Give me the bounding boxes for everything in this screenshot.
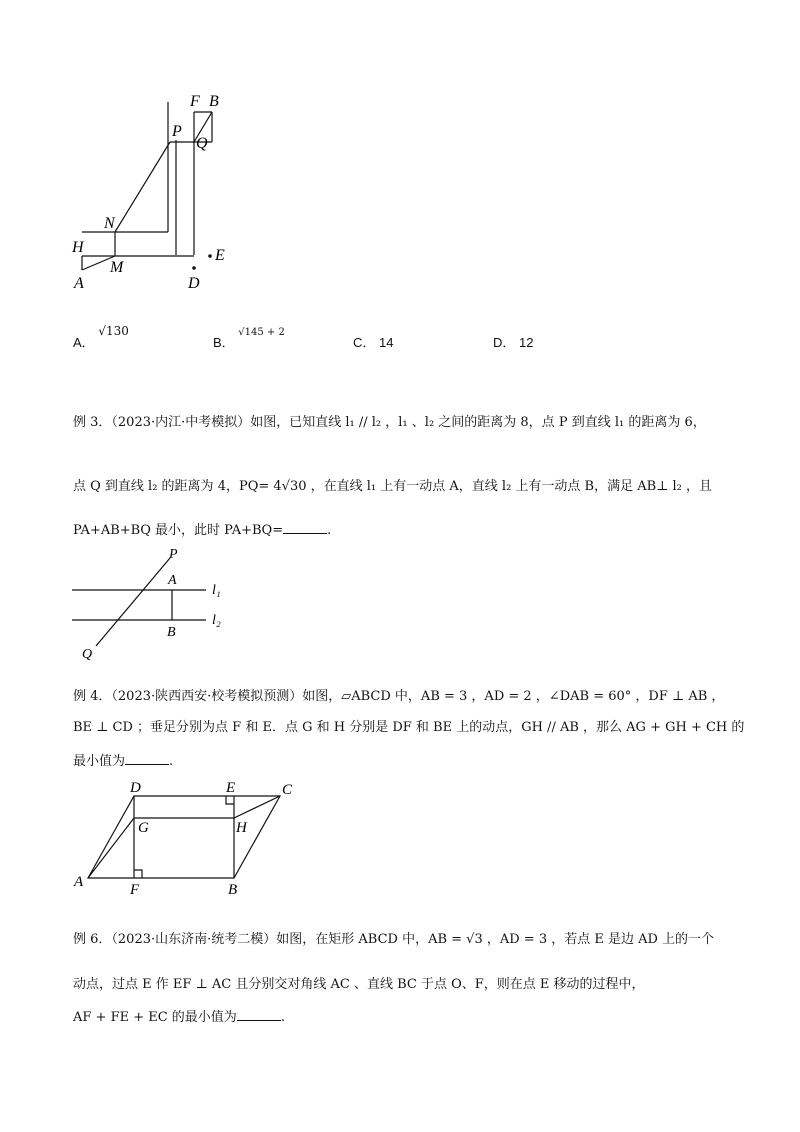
example-3-question: PA+AB+BQ 最小，此时 PA+BQ= xyxy=(73,523,284,538)
option-d-value: 12 xyxy=(519,335,534,350)
example-3-line-3 xyxy=(73,521,331,540)
option-b xyxy=(213,327,285,351)
label-ex4-E: E xyxy=(226,780,236,796)
label-ex4-H: H xyxy=(236,820,247,836)
example-4-line-2: BE ⊥ CD ；垂足分别为点 F 和 E．点 G 和 H 分别是 DF 和 BE 上的动点，GH // AB ，那么 AG + GH + CH 的 xyxy=(73,720,745,735)
label-ex4-F: F xyxy=(130,882,140,898)
option-c-value: 14 xyxy=(379,335,394,350)
label-ex3-l2: l₂ xyxy=(212,613,221,628)
example-3-line-1: 例 3．（2023·内江·中考模拟）如图，已知直线 l₁ // l₂ ，l₁ 、l₂ 之间的距离为 8，点 P 到直线 l₁ 的距离为 6， xyxy=(73,415,706,430)
label-ex4-B: B xyxy=(228,882,238,898)
answer-blank-4[interactable] xyxy=(125,752,169,765)
option-a-value: √130 xyxy=(98,324,129,338)
label-ex3-Q: Q xyxy=(82,647,93,662)
label-ex3-P: P xyxy=(169,547,178,562)
label-M: M xyxy=(110,259,124,276)
example-4-line-3 xyxy=(73,752,173,771)
example-4-question: 最小值为 xyxy=(73,754,126,769)
example-4-end: . xyxy=(169,754,174,769)
label-ex4-D: D xyxy=(130,780,141,796)
option-a xyxy=(73,324,129,351)
label-ex3-l1: l₁ xyxy=(212,583,221,598)
label-ex3-A: A xyxy=(168,573,177,588)
option-d xyxy=(493,332,533,351)
figure-1-geometry xyxy=(60,90,240,300)
answer-blank-3[interactable] xyxy=(283,521,327,534)
label-A: A xyxy=(74,275,84,292)
example-3-line-2: 点 Q 到直线 l₂ 的距离为 4，PQ= 4√30 ，在直线 l₁ 上有一动点 A，直线 l₂ 上有一动点 B，满足 AB⊥ l₂ ，且 xyxy=(73,479,713,494)
label-D: D xyxy=(188,275,200,292)
example-4-line-1: 例 4．（2023·陕西西安·校考模拟预测）如图，▱ABCD 中，AB = 3 ，AD = 2 ，∠DAB = 60° ，DF ⊥ AB ， xyxy=(73,689,725,704)
figure-ex3-parallel-lines xyxy=(66,546,246,664)
label-ex4-G: G xyxy=(138,820,149,836)
label-H: H xyxy=(72,239,84,256)
example-3-end: . xyxy=(327,523,332,538)
label-F: F xyxy=(190,93,200,110)
example-6-question: AF + FE + EC 的最小值为 xyxy=(73,1010,237,1025)
label-P: P xyxy=(172,123,182,140)
example-6-line-1: 例 6．（2023·山东济南·统考二模）如图，在矩形 ABCD 中，AB = √3 ，AD = 3 ，若点 E 是边 AD 上的一个 xyxy=(73,932,715,947)
figure-ex4-parallelogram xyxy=(68,774,308,900)
answer-blank-6[interactable] xyxy=(237,1008,281,1021)
label-B: B xyxy=(209,93,219,110)
example-6-end: . xyxy=(280,1010,285,1025)
label-Q: Q xyxy=(196,135,208,152)
label-N: N xyxy=(104,215,115,232)
option-a-letter: A． xyxy=(73,335,95,350)
option-b-value: √145 + 2 xyxy=(238,327,285,338)
option-b-letter: B． xyxy=(213,335,235,350)
option-d-letter: D． xyxy=(493,335,516,350)
option-c xyxy=(353,332,393,351)
label-E: E xyxy=(215,247,225,264)
example-6-line-2: 动点，过点 E 作 EF ⊥ AC 且分别交对角线 AC 、直线 BC 于点 O、F，则在点 E 移动的过程中， xyxy=(73,977,645,992)
label-ex4-C: C xyxy=(282,782,293,798)
option-c-letter: C． xyxy=(353,335,376,350)
example-6-line-3 xyxy=(73,1008,285,1027)
label-ex3-B: B xyxy=(167,625,176,640)
label-ex4-A: A xyxy=(74,874,84,890)
